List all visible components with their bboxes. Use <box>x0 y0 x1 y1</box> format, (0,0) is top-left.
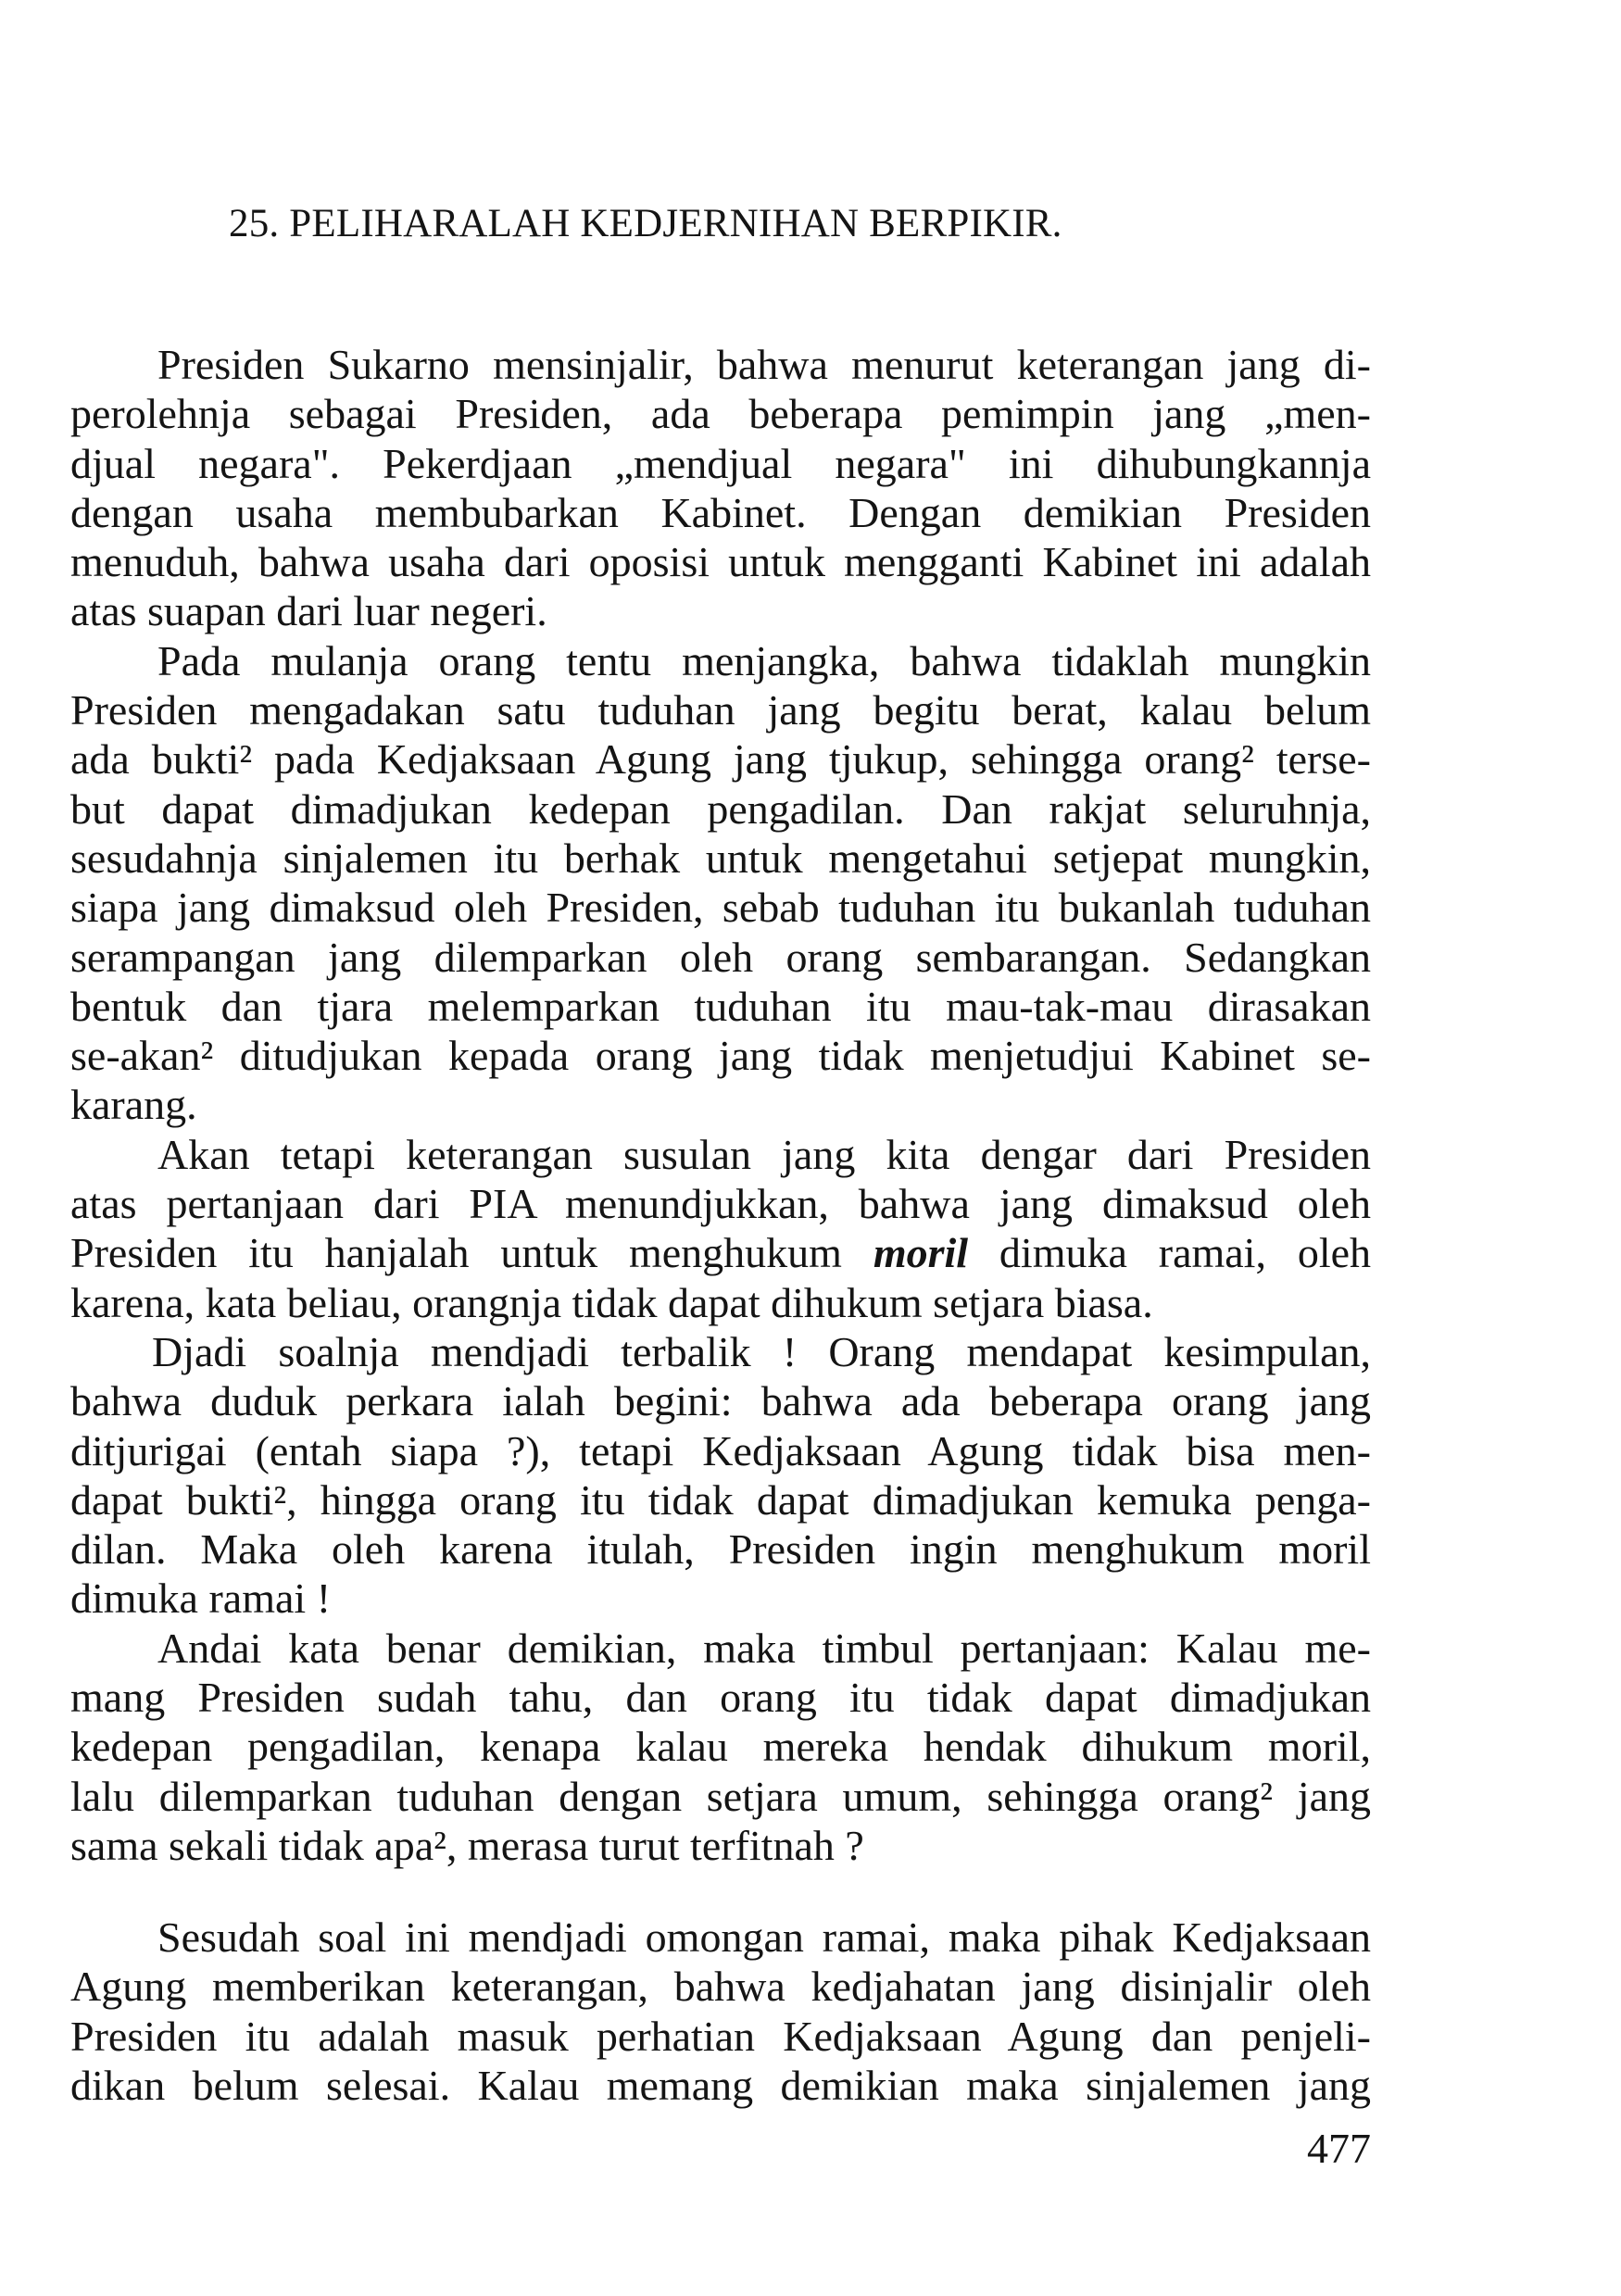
text-segment: Presiden itu hanjalah untuk menghukum <box>70 1229 842 1277</box>
text-line: djual negara". Pekerdjaan „mendjual negara" ini dihubungkannja <box>70 439 1371 487</box>
page-number: 477 <box>1307 2125 1371 2172</box>
text-line: atas suapan dari luar negeri. <box>70 587 547 635</box>
paragraph <box>70 1327 1371 1624</box>
text-column <box>70 340 1371 1870</box>
text-line: karena, kata beliau, orangnja tidak dapat dihukum setjara biasa. <box>70 1278 1153 1326</box>
paragraph <box>70 340 1371 636</box>
paragraph <box>70 1913 1371 2110</box>
text-line: dikan belum selesai. Kalau memang demikian maka sinjalemen jang <box>70 2061 1371 2109</box>
text-line: bahwa duduk perkara ialah begini: bahwa ada beberapa orang jang <box>70 1377 1371 1425</box>
paragraph <box>70 1130 1371 1327</box>
text-line: sama sekali tidak apa², merasa turut terfitnah ? <box>70 1821 864 1869</box>
text-line: Presiden itu adalah masuk perhatian Kedjaksaan Agung dan penjeli- <box>70 2012 1371 2060</box>
text-line <box>70 1228 1371 1277</box>
text-line: Pada mulanja orang tentu menjangka, bahwa tidaklah mungkin <box>157 636 1371 684</box>
text-line: siapa jang dimaksud oleh Presiden, sebab tuduhan itu bukanlah tuduhan <box>70 884 1371 932</box>
text-line: but dapat dimadjukan kedepan pengadilan. Dan rakjat seluruhnja, <box>70 784 1371 833</box>
text-line: dilan. Maka oleh karena itulah, Presiden ingin menghukum moril <box>70 1525 1371 1574</box>
text-line: Presiden mengadakan satu tuduhan jang begitu berat, kalau belum <box>70 686 1371 734</box>
paragraph <box>70 636 1371 1130</box>
text-line: se-akan² ditudjukan kepada orang jang tidak menjetudjui Kabinet se- <box>70 1032 1371 1080</box>
emphasized-word: moril <box>873 1229 969 1277</box>
text-line: Agung memberikan keterangan, bahwa kedjahatan jang disinjalir oleh <box>70 1963 1371 2011</box>
text-line: ada bukti² pada Kedjaksaan Agung jang tjukup, sehingga orang² terse- <box>70 735 1371 784</box>
text-line: sesudahnja sinjalemen itu berhak untuk mengetahui setjepat mungkin, <box>70 834 1371 882</box>
text-column <box>70 1913 1371 2110</box>
text-line: perolehnja sebagai Presiden, ada beberapa pemimpin jang „men- <box>70 390 1371 438</box>
text-line: lalu dilemparkan tuduhan dengan setjara umum, sehingga orang² jang <box>70 1772 1371 1820</box>
text-line: dimuka ramai ! <box>70 1575 332 1623</box>
text-line: Sesudah soal ini mendjadi omongan ramai, maka pihak Kedjaksaan <box>157 1913 1371 1961</box>
text-line: serampangan jang dilemparkan oleh orang sembarangan. Sedangkan <box>70 933 1371 981</box>
text-segment: dimuka ramai, oleh <box>999 1229 1372 1277</box>
text-line: kedepan pengadilan, kenapa kalau mereka hendak dihukum moril, <box>70 1723 1371 1771</box>
text-line: ditjurigai (entah siapa ?), tetapi Kedjaksaan Agung tidak bisa men- <box>70 1426 1371 1474</box>
text-line: menuduh, bahwa usaha dari oposisi untuk mengganti Kabinet ini adalah <box>70 538 1371 586</box>
paragraph <box>70 1624 1371 1870</box>
text-line: karang. <box>70 1081 197 1129</box>
text-line: Akan tetapi keterangan susulan jang kita dengar dari Presiden <box>157 1130 1371 1178</box>
text-line: Andai kata benar demikian, maka timbul pertanjaan: Kalau me- <box>157 1624 1371 1672</box>
text-line: atas pertanjaan dari PIA menundjukkan, bahwa jang dimaksud oleh <box>70 1180 1371 1228</box>
text-line: dengan usaha membubarkan Kabinet. Dengan demikian Presiden <box>70 488 1371 536</box>
chapter-title: 25. PELIHARALAH KEDJERNIHAN BERPIKIR. <box>229 202 1062 245</box>
text-line: bentuk dan tjara melemparkan tuduhan itu mau-tak-mau dirasakan <box>70 982 1371 1030</box>
text-line: mang Presiden sudah tahu, dan orang itu tidak dapat dimadjukan <box>70 1674 1371 1722</box>
text-line: Djadi soalnja mendjadi terbalik ! Orang mendapat kesimpulan, <box>152 1327 1371 1375</box>
text-line: dapat bukti², hingga orang itu tidak dapat dimadjukan kemuka penga- <box>70 1475 1371 1524</box>
text-line: Presiden Sukarno mensinjalir, bahwa menurut keterangan jang di- <box>157 341 1371 388</box>
